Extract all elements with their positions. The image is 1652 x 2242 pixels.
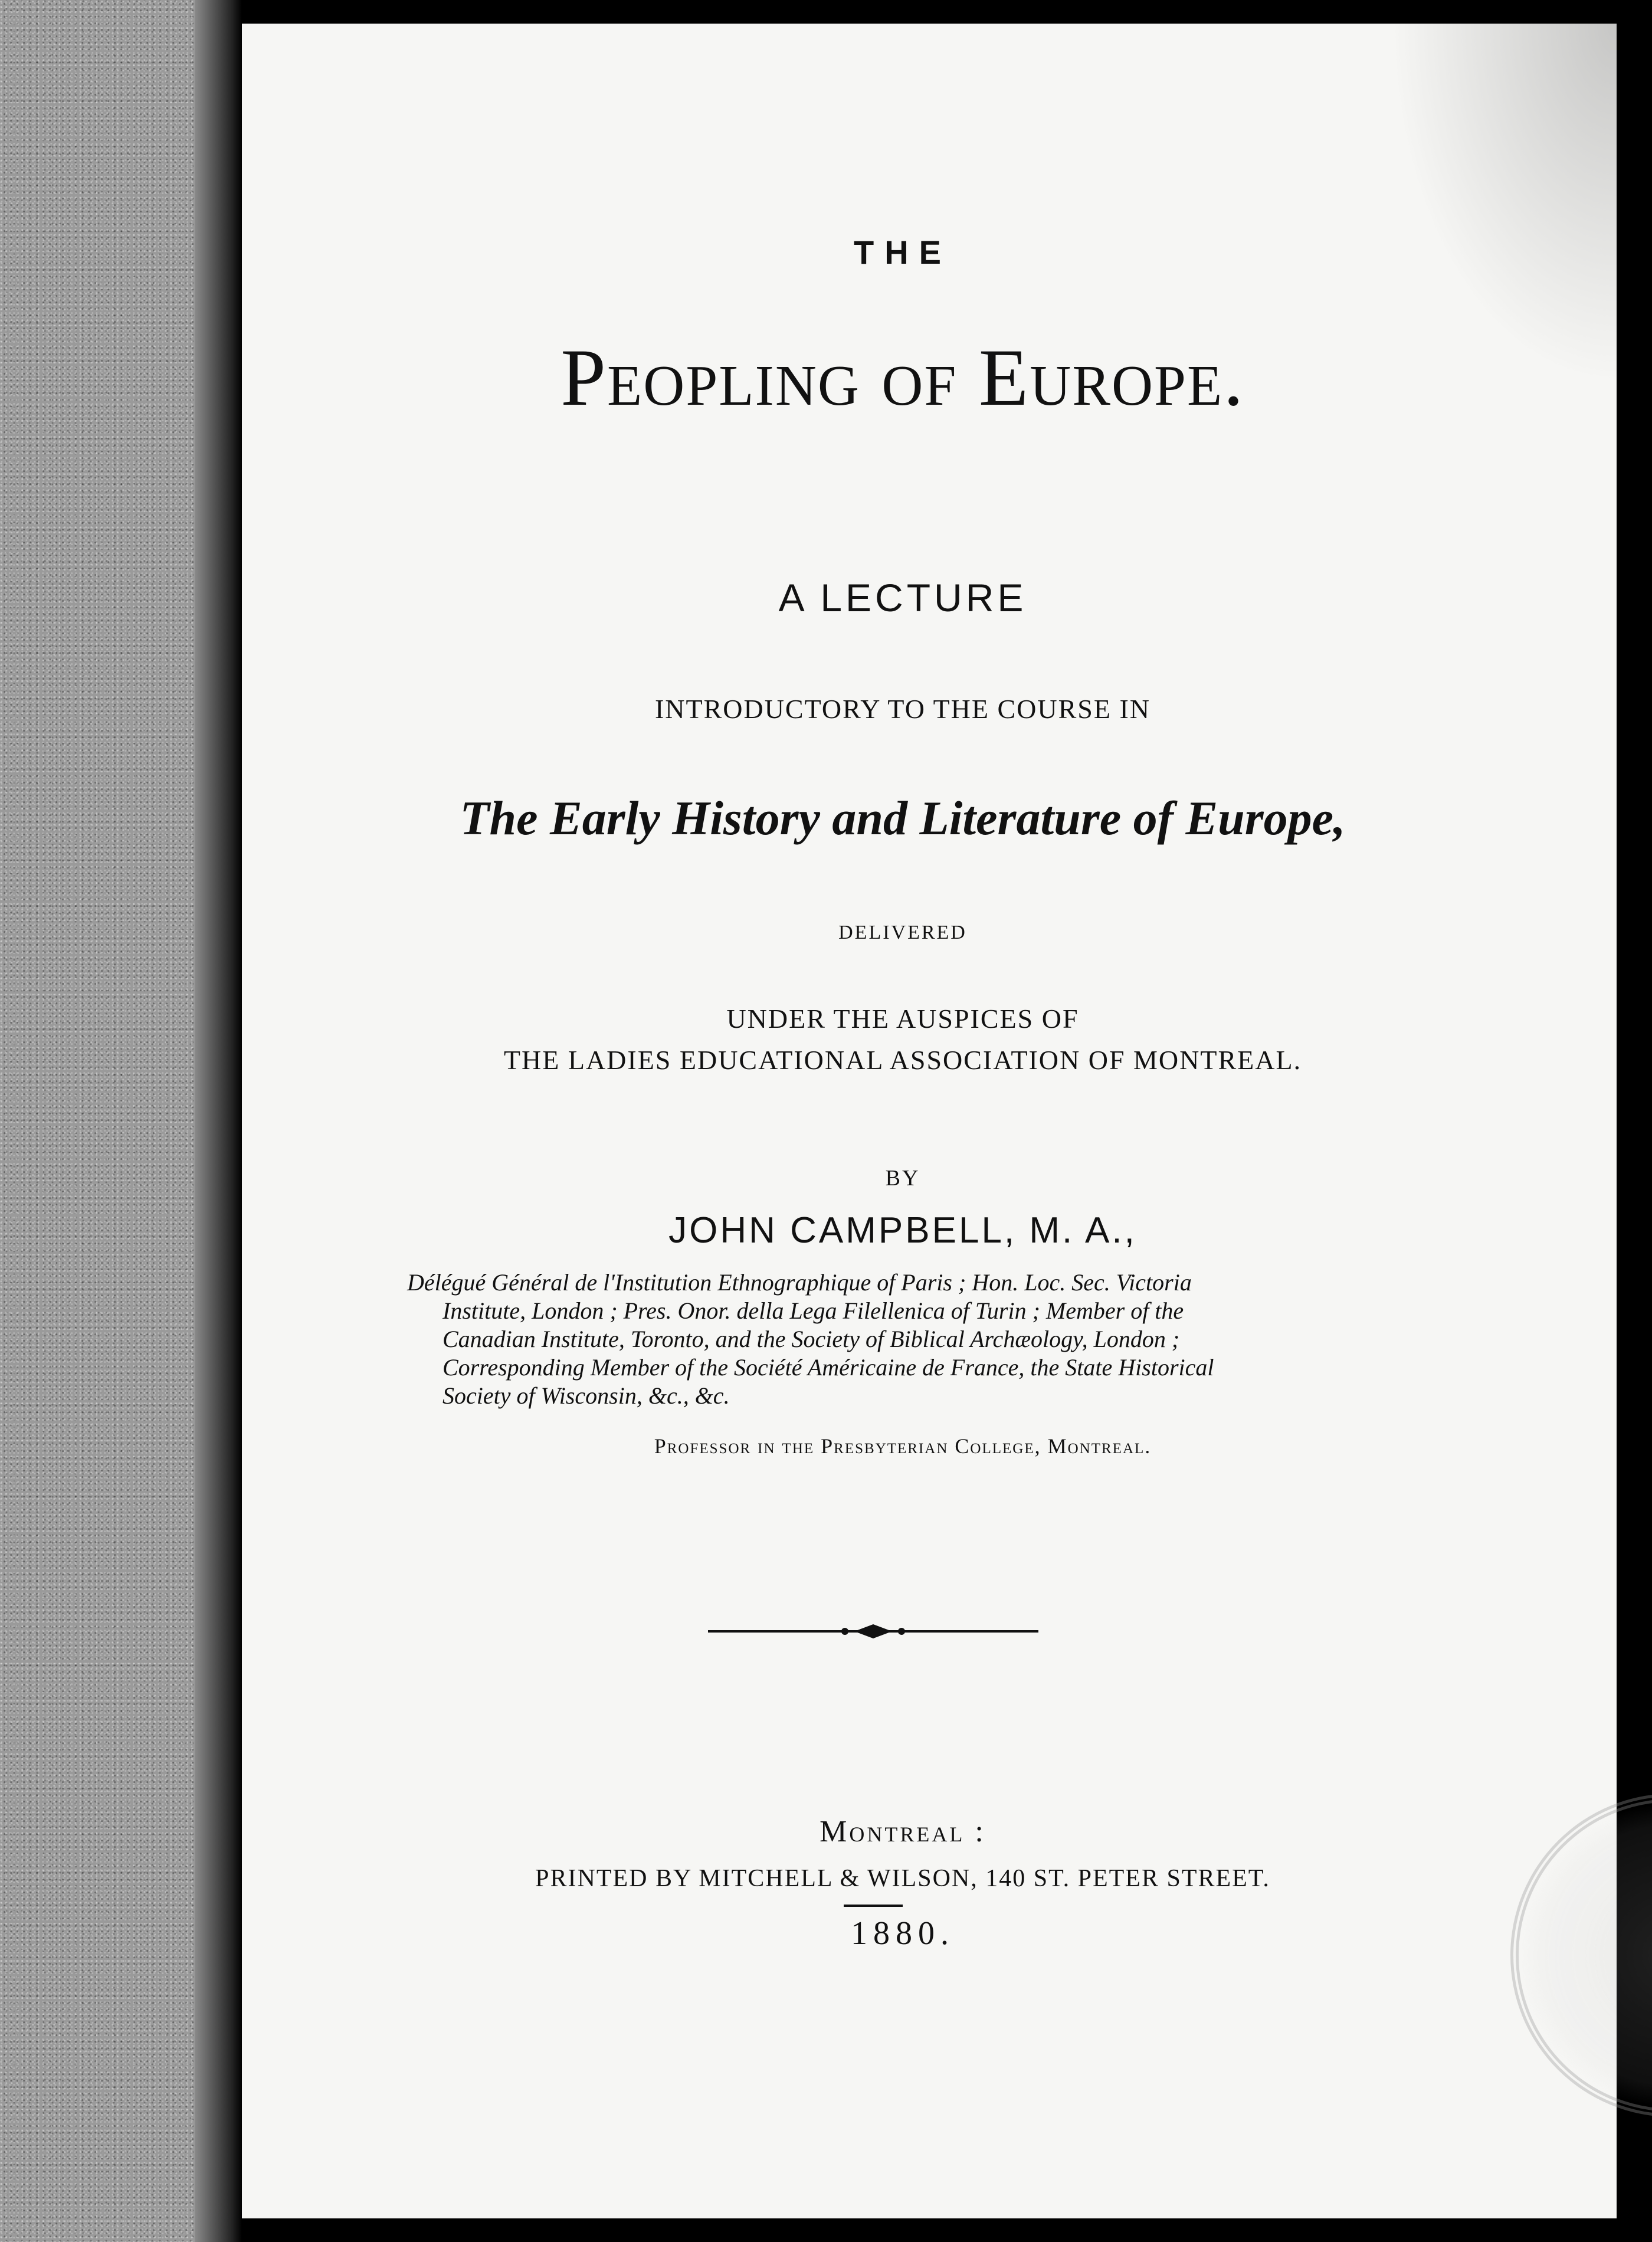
title-article: THE [854, 234, 952, 271]
short-rule [844, 1905, 903, 1907]
course-title: The Early History and Literature of Europe, [460, 791, 1346, 845]
author-credentials [407, 1268, 1351, 1410]
author-name: JOHN CAMPBELL, M. A., [668, 1210, 1137, 1251]
professor-line: Professor in the Presbyterian College, Montreal. [654, 1434, 1152, 1458]
auspices-line-1: UNDER THE AUSPICES OF [726, 1004, 1079, 1034]
subtitle: A LECTURE [778, 576, 1027, 620]
intro-line: INTRODUCTORY TO THE COURSE IN [654, 694, 1151, 724]
credential-line: Institute, London ; Pres. Onor. della Lega Filellenica of Turin ; Member of the [442, 1297, 1184, 1324]
credential-line: Délégué Général de l'Institution Ethnographique of Paris ; Hon. Loc. Sec. Victoria [407, 1269, 1192, 1296]
publication-year: 1880. [851, 1915, 955, 1952]
printer-line: PRINTED BY MITCHELL & WILSON, 140 ST. PETER STREET. [535, 1865, 1270, 1892]
ornamental-divider [708, 1620, 1038, 1643]
publication-city: Montreal : [820, 1815, 986, 1848]
binding-edge [195, 0, 242, 2242]
credential-line: Corresponding Member of the Société Américaine de France, the State Historical [442, 1354, 1214, 1381]
embossed-seal [1510, 1794, 1652, 2117]
auspices-line-2: THE LADIES EDUCATIONAL ASSOCIATION OF MONTREAL. [503, 1045, 1302, 1075]
by-line: BY [885, 1166, 920, 1191]
credential-line: Society of Wisconsin, &c., &c. [442, 1382, 730, 1409]
main-title: Peopling of Europe. [560, 332, 1245, 422]
credential-line: Canadian Institute, Toronto, and the Society of Biblical Archæology, London ; [442, 1326, 1180, 1352]
delivered-line: DELIVERED [838, 922, 967, 943]
